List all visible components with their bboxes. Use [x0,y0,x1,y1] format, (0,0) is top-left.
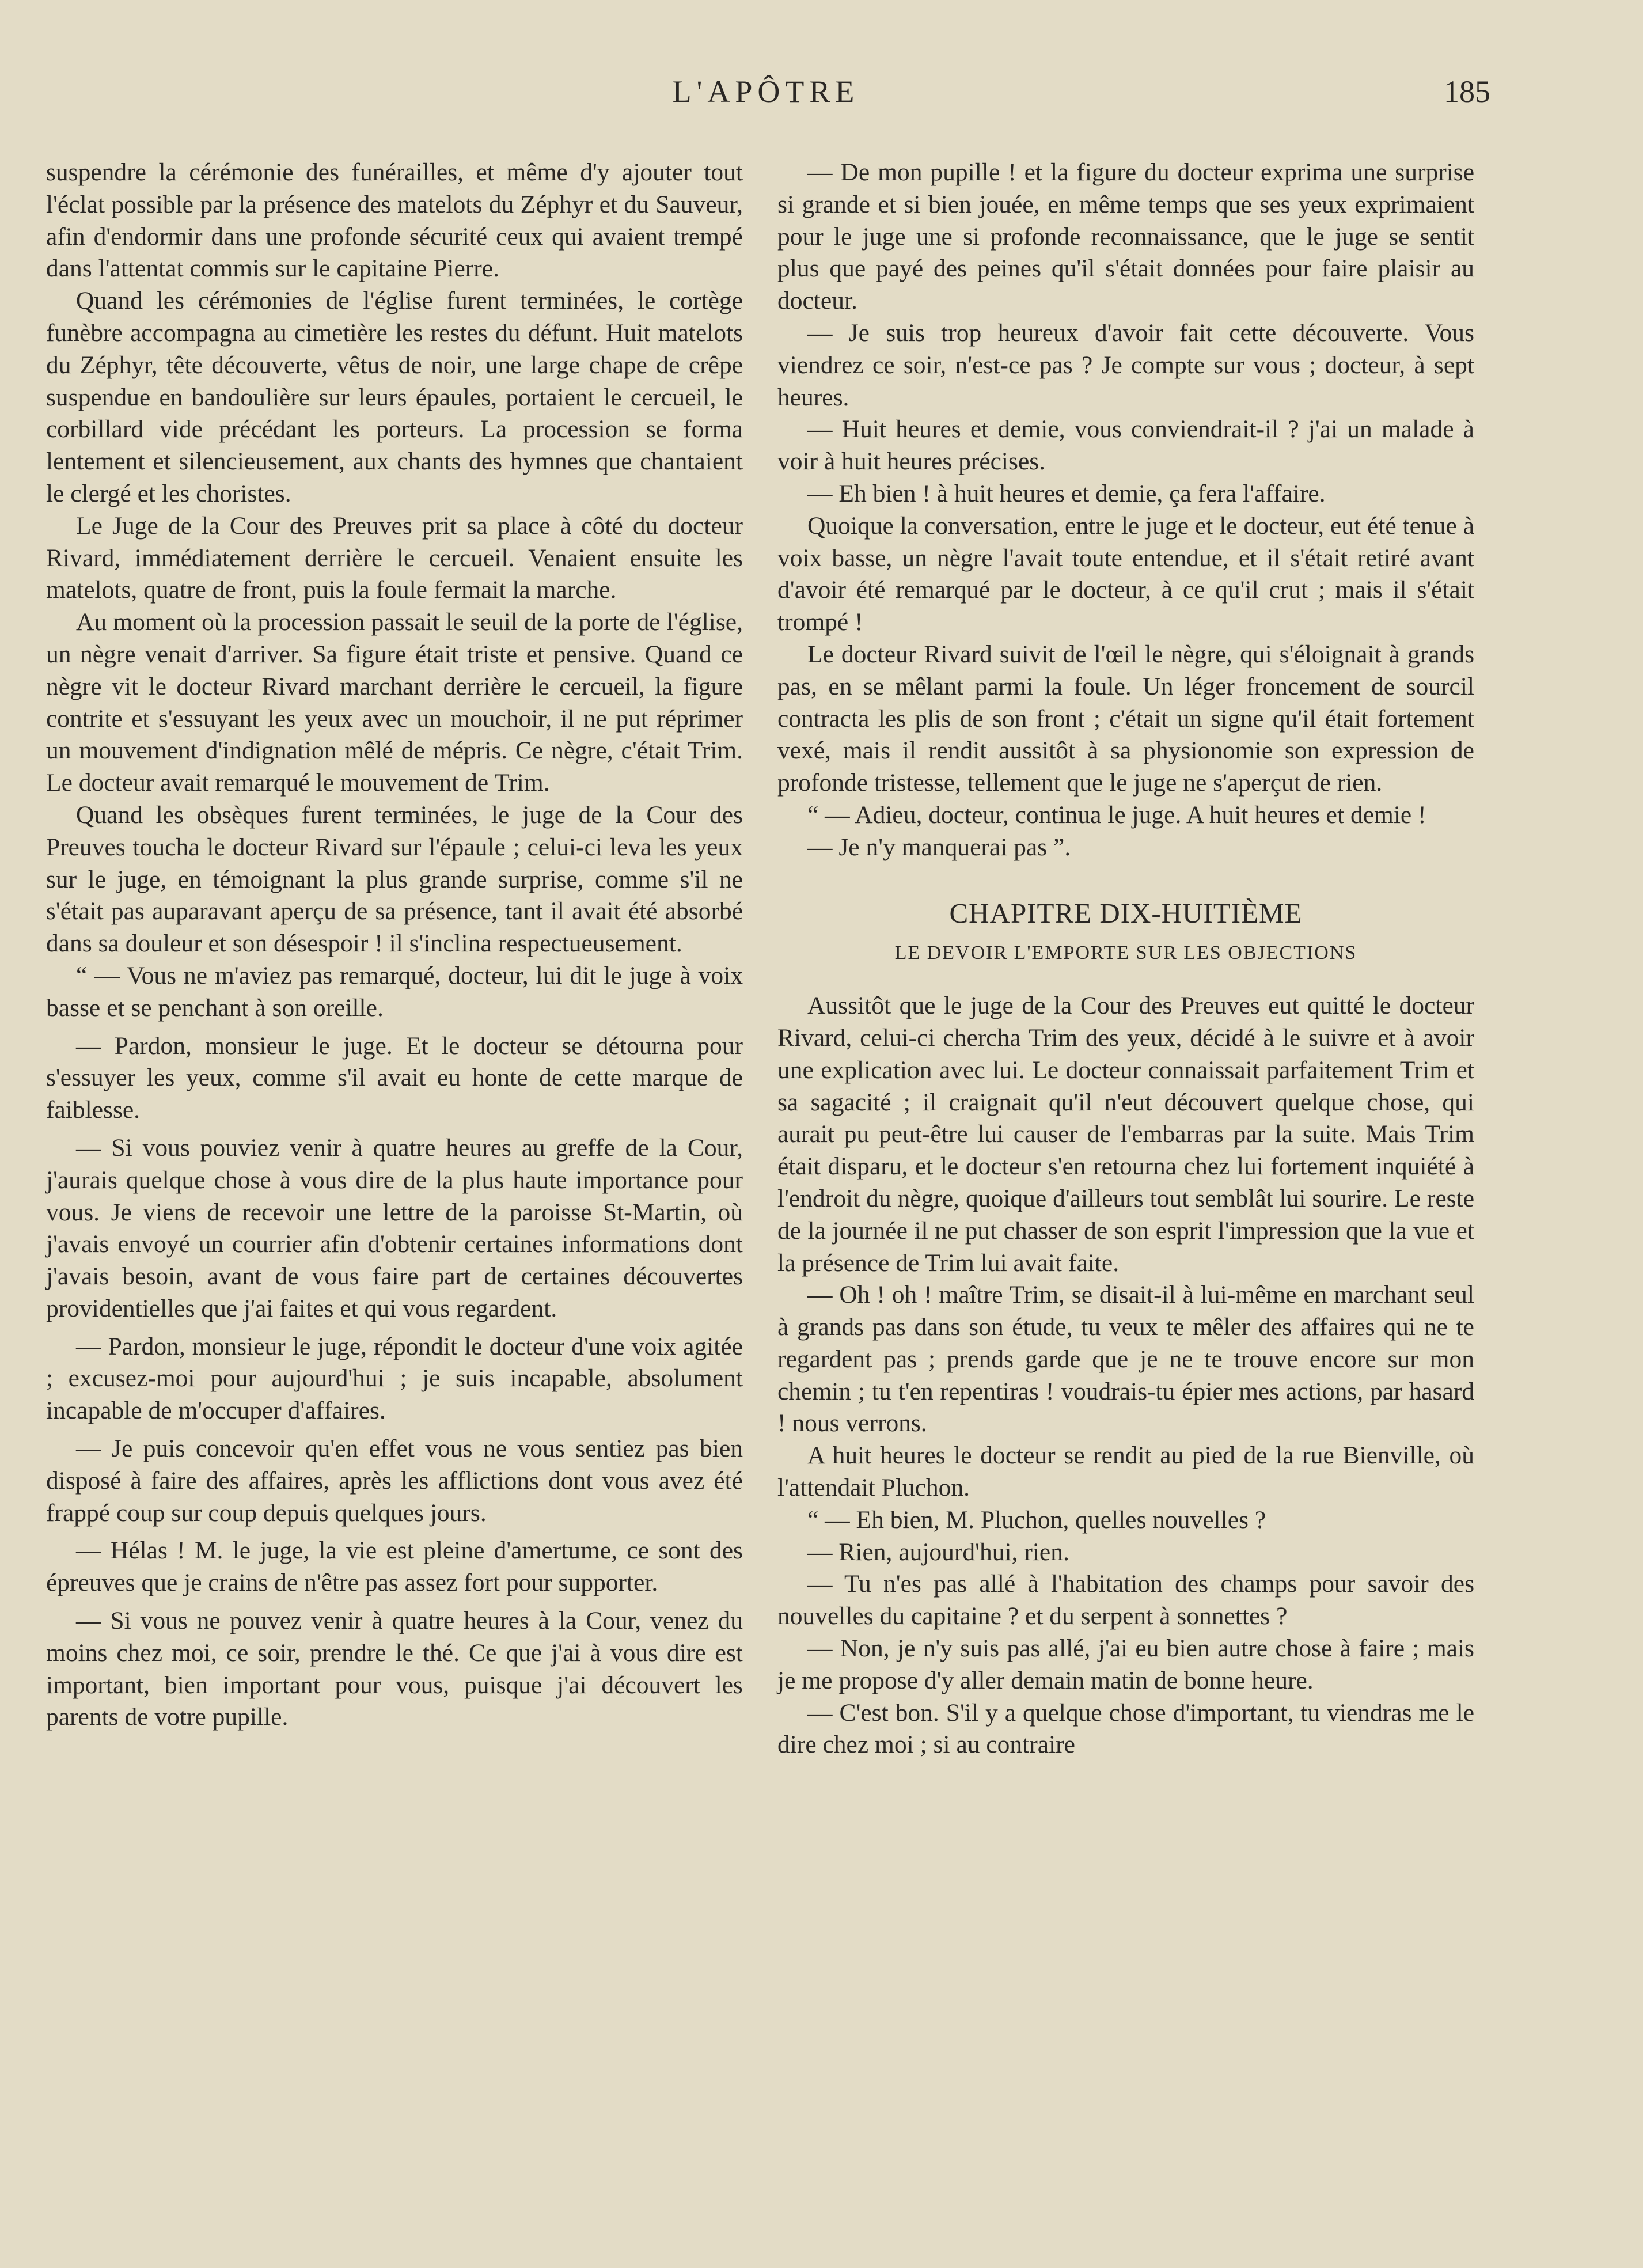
paragraph: — Oh ! oh ! maître Trim, se disait-il à lui-même en marchant seul à grands pas dans son étude, tu veux te mêler des affaires qui ne te regardent pas ; prends garde que je ne te trouve encore sur mon chemin ; tu t'en repentiras ! voudrais-tu épier mes actions, par hasard ! nous verrons. [777,1281,1474,1438]
paragraph: — Non, je n'y suis pas allé, j'ai eu bien autre chose à faire ; mais je me propose d'y aller demain matin de bonne heure. [777,1634,1474,1694]
running-title: L'APÔTRE [672,74,860,109]
page-number: 185 [1444,74,1490,109]
paragraph: Aussitôt que le juge de la Cour des Preuves eut quitté le docteur Rivard, celui-ci chercha Trim des yeux, décidé à le suivre et à avoir une explication avec lui. Le docteur connaissait parfaitement Trim et sa sagacité ; il craignait qu'il n'eut découvert quelque chose, qui aurait pu peut-être lui causer de l'embarras par la suite. Mais Trim était disparu, et le docteur s'en retourna chez lui fortement inquiété à l'endroit du nègre, quoique d'ailleurs tout semblât lui sourire. Le reste de la journée il ne put chasser de son esprit l'impression que la vue et la présence de Trim lui avait faite. [777,992,1474,1277]
paragraph: — C'est bon. S'il y a quelque chose d'important, tu viendras me le dire chez moi ; si au contraire [777,1698,1474,1759]
paragraph: suspendre la cérémonie des funérailles, et même d'y ajouter tout l'éclat possible par la présence des matelots du Zéphyr et du Sauveur, afin d'endormir dans une profonde sécurité ceux qui avaient trempé dans l'attentat commis sur le capitaine Pierre. [46,158,743,283]
paragraph: — Je n'y manquerai pas ”. [807,833,1071,861]
paragraph: A huit heures le docteur se rendit au pied de la rue Bienville, où l'attendait Pluchon. [777,1442,1474,1502]
paragraph: — Rien, aujourd'hui, rien. [807,1538,1069,1566]
paragraph: “ — Eh bien, M. Pluchon, quelles nouvelles ? [807,1505,1266,1534]
paragraph: Quand les obsèques furent terminées, le juge de la Cour des Preuves toucha le docteur Rivard sur l'épaule ; celui-ci leva les yeux sur le juge, en témoignant la plus grande surprise, comme s'il ne s'était pas auparavant aperçu de sa présence, tant il avait été absorbé dans sa douleur et son désespoir ! il s'inclina respectueusement. [46,801,743,958]
chapter-title: CHAPITRE DIX-HUITIÈME [949,897,1303,929]
paragraph: — Si vous pouviez venir à quatre heures au greffe de la Cour, j'aurais quelque chose à vous dire de la plus haute importance pour vous. Je viens de recevoir une lettre de la paroisse St-Martin, où j'avais envoyé un courrier afin d'obtenir certaines informations dont j'avais besoin, avant de vous faire part de certaines découvertes providentielles que j'ai faites et qui vous regardent. [46,1133,743,1322]
paragraph: Au moment où la procession passait le seuil de la porte de l'église, un nègre venait d'arriver. Sa figure était triste et pensive. Quand ce nègre vit le docteur Rivard marchant derrière le cercueil, la figure contrite et s'essuyant les yeux avec un mouchoir, il ne put réprimer un mouvement d'indignation mêlé de mépris. Ce nègre, c'était Trim. Le docteur avait remarqué le mouvement de Trim. [46,608,743,797]
paragraph: — Eh bien ! à huit heures et demie, ça fera l'affaire. [807,479,1326,507]
paragraph: — Pardon, monsieur le juge, répondit le docteur d'une voix agitée ; excusez-moi pour aujourd'hui ; je suis incapable, absolument incapable de m'occuper d'affaires. [46,1332,743,1425]
left-column [46,157,743,1734]
paragraph: — De mon pupille ! et la figure du docteur exprima une surprise si grande et si bien jouée, en même temps que ses yeux exprimaient pour le juge une si profonde reconnaissance, que le juge se sentit plus que payé des peines qu'il s'était données pour faire plaisir au docteur. [777,158,1474,315]
paragraph: Le Juge de la Cour des Preuves prit sa place à côté du docteur Rivard, immédiatement derrière le cercueil. Venaient ensuite les matelots, quatre de front, puis la foule fermait la marche. [46,511,743,604]
paragraph: — Si vous ne pouvez venir à quatre heures à la Cour, venez du moins chez moi, ce soir, prendre le thé. Ce que j'ai à vous dire est important, bien important pour vous, puisque j'ai découvert les parents de votre pupille. [46,1607,743,1731]
paragraph: — Je suis trop heureux d'avoir fait cette découverte. Vous viendrez ce soir, n'est-ce pas ? Je compte sur vous ; docteur, à sept heures. [777,318,1474,411]
paragraph: “ — Vous ne m'aviez pas remarqué, docteur, lui dit le juge à voix basse et se penchant à son oreille. [46,961,743,1022]
paragraph: Quand les cérémonies de l'église furent terminées, le cortège funèbre accompagna au cimetière les restes du défunt. Huit matelots du Zéphyr, tête découverte, vêtus de noir, une large chape de crêpe suspendue en bandoulière sur leurs épaules, portaient le cercueil, le corbillard vide précédant les porteurs. La procession se forma lentement et silencieusement, aux chants des hymnes que chantaient le clergé et les choristes. [46,287,743,507]
paragraph: Quoique la conversation, entre le juge et le docteur, eut été tenue à voix basse, un nègre l'avait toute entendue, et il s'était retiré avant d'avoir été remarqué par le docteur, à ce qu'il crut ; mais il s'était trompé ! [777,511,1474,636]
chapter-subtitle: LE DEVOIR L'EMPORTE SUR LES OBJECTIONS [894,942,1357,964]
paragraph: — Huit heures et demie, vous conviendrait-il ? j'ai un malade à voir à huit heures précises. [777,415,1474,476]
paragraph: — Pardon, monsieur le juge. Et le docteur se détourna pour s'essuyer les yeux, comme s'il avait eu honte de cette marque de faiblesse. [46,1031,743,1124]
paragraph: Le docteur Rivard suivit de l'œil le nègre, qui s'éloignait à grands pas, en se mêlant parmi la foule. Un léger froncement de sourcil contracta les plis de son front ; c'était un signe qu'il était fortement vexé, mais il rendit aussitôt à sa physionomie son expression de profonde tristesse, tellement que le juge ne s'aperçut de rien. [777,640,1474,797]
paragraph: — Je puis concevoir qu'en effet vous ne vous sentiez pas bien disposé à faire des affaires, après les afflictions dont vous avez été frappé coup sur coup depuis quelques jours. [46,1435,743,1527]
paragraph: — Hélas ! M. le juge, la vie est pleine d'amertume, ce sont des épreuves que je crains de n'être pas assez fort pour supporter. [46,1537,743,1597]
paragraph: — Tu n'es pas allé à l'habitation des champs pour savoir des nouvelles du capitaine ? et du serpent à sonnettes ? [777,1570,1474,1630]
paragraph: “ — Adieu, docteur, continua le juge. A huit heures et demie ! [807,801,1426,829]
right-column [777,157,1474,1761]
